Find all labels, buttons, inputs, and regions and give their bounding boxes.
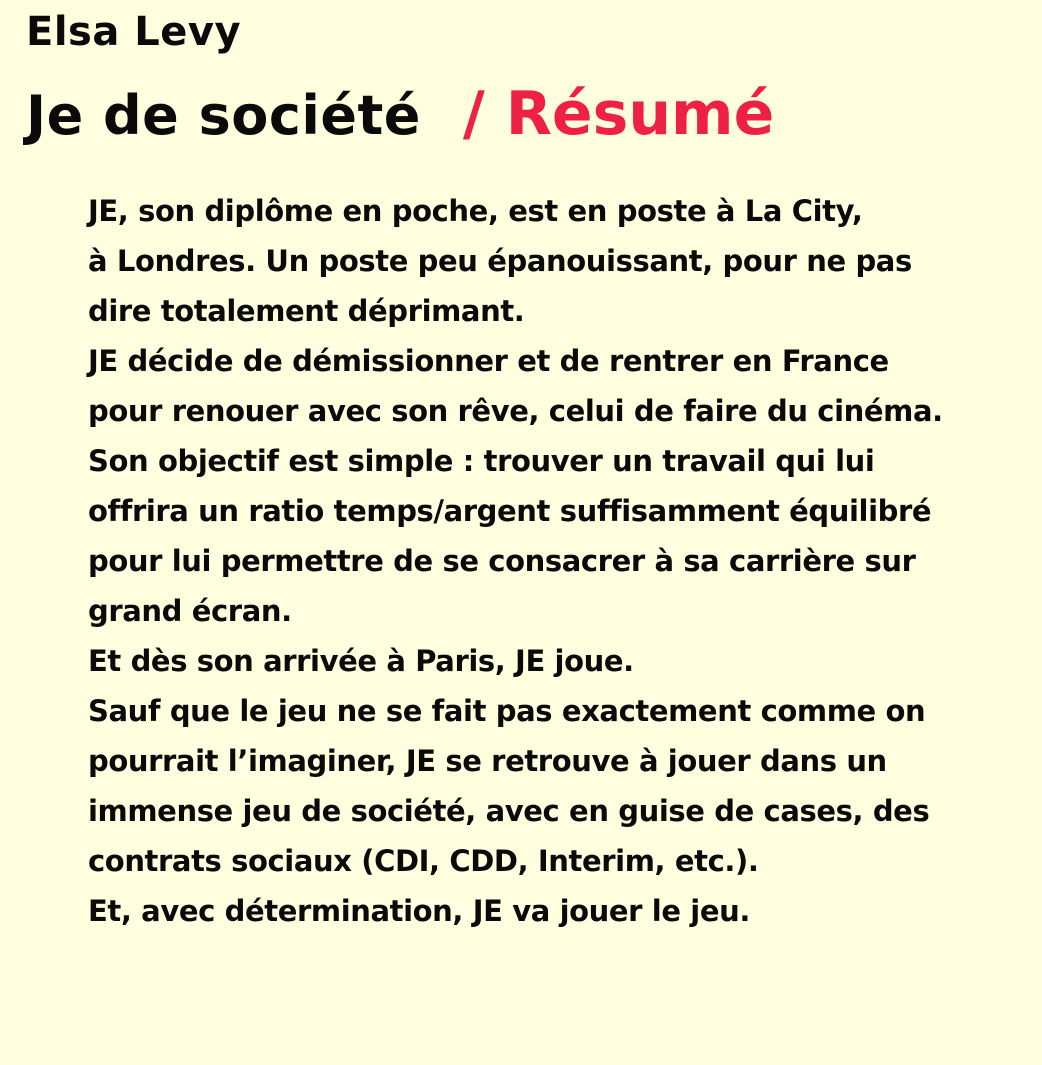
summary-line: Et dès son arrivée à Paris, JE joue. [88,644,634,678]
summary-line: offrira un ratio temps/argent suffisamment équilibré [88,494,932,528]
summary-line: pour lui permettre de se consacrer à sa carrière sur [88,544,916,578]
section-title: / Résumé [462,79,775,149]
summary-line: immense jeu de société, avec en guise de cases, des [88,794,930,828]
summary-line: Sauf que le jeu ne se fait pas exactement comme on [88,694,926,728]
summary-line: Son objectif est simple : trouver un travail qui lui [88,444,875,478]
summary-line: Et, avec détermination, JE va jouer le jeu. [88,894,750,928]
author-name: Elsa Levy [26,9,242,55]
summary-line: contrats sociaux (CDI, CDD, Interim, etc.). [88,844,759,878]
summary-line: pour renouer avec son rêve, celui de faire du cinéma. [88,394,943,428]
summary-line: JE décide de démissionner et de rentrer en France [88,344,889,378]
summary-text [88,186,1038,936]
summary-line: à Londres. Un poste peu épanouissant, pour ne pas [88,244,912,278]
summary-line: pourrait l’imaginer, JE se retrouve à jouer dans un [88,744,887,778]
summary-line: grand écran. [88,594,292,628]
title-row [26,76,774,152]
summary-line: dire totalement déprimant. [88,294,525,328]
summary-line: JE, son diplôme en poche, est en poste à La City, [88,194,863,228]
book-title: Je de société [26,84,421,147]
